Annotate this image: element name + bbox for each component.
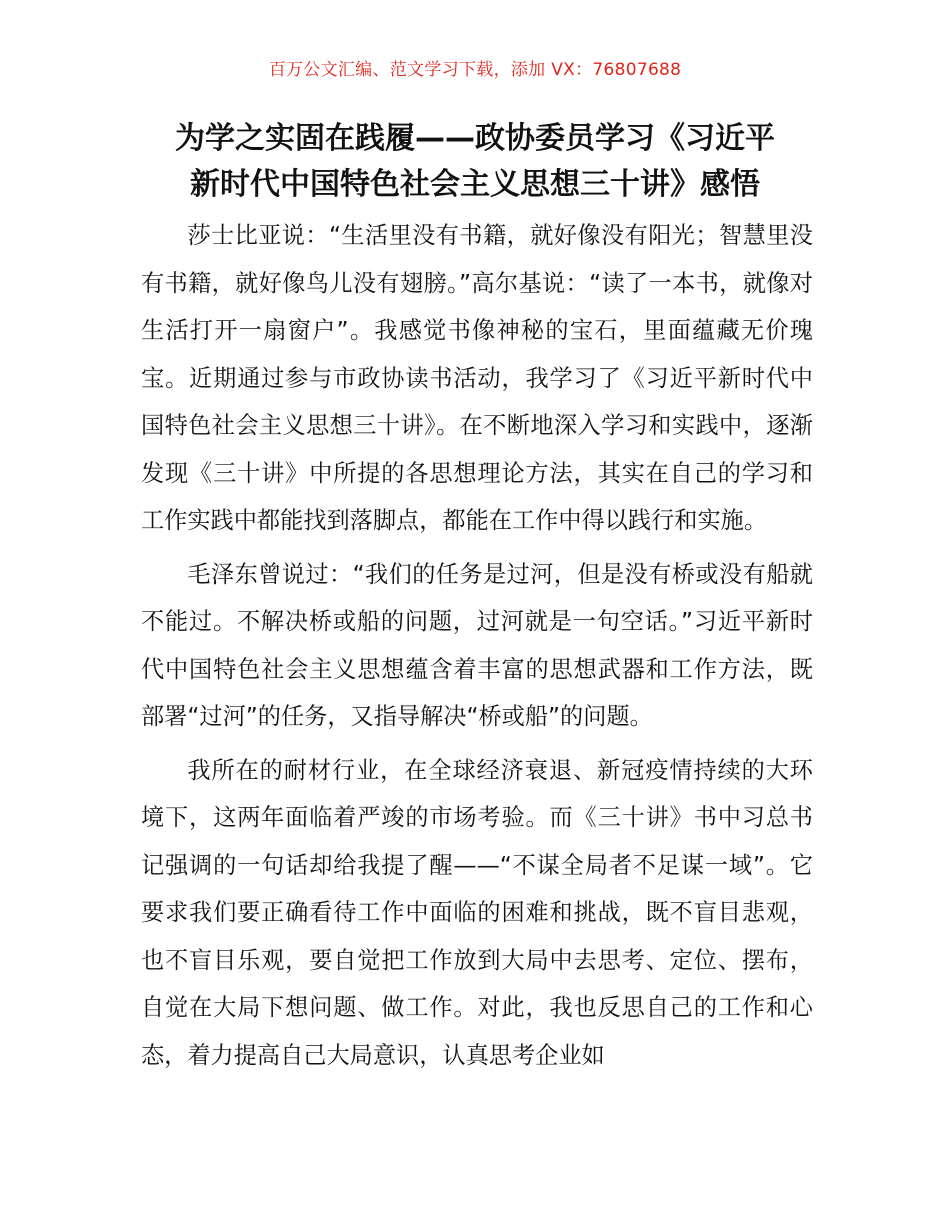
paragraph-2: 毛泽东曾说过：“我们的任务是过河，但是没有桥或没有船就不能过。不解决桥或船的问题，过河就是一句空话。”习近平新时代中国特色社会主义思想蕴含着丰富的思想武器和工作方法，既部署“过河”的任务，又指导解决“桥或船”的问题。 <box>141 560 813 730</box>
title-line-2: 新时代中国特色社会主义思想三十讲》感悟 <box>190 167 760 202</box>
paragraph-3: 我所在的耐材行业，在全球经济衰退、新冠疫情持续的大环境下，这两年面临着严竣的市场考验。而《三十讲》书中习总书记强调的一句话却给我提了醒——“不谋全局者不足谋一域”。它要求我们要正确看待工作中面临的困难和挑战，既不盲目悲观，也不盲目乐观，要自觉把工作放到大局中去思考、定位、摆布，自觉在大局下想问题、做工作。对此，我也反思自己的工作和心态，着力提高自己大局意识，认真思考企业如 <box>141 756 813 1069</box>
document-body <box>141 212 813 1085</box>
title-line-1: 为学之实固在践履——政协委员学习《习近平 <box>175 121 775 156</box>
document-title <box>130 116 820 208</box>
header-promo-note: 百万公文汇编、范文学习下载，添加 VX：76807688 <box>268 60 682 80</box>
paragraph-1: 莎士比亚说：“生活里没有书籍，就好像没有阳光；智慧里没有书籍，就好像鸟儿没有翅膀。”高尔基说：“读了一本书，就像对生活打开一扇窗户”。我感觉书像神秘的宝石，里面蕴藏无价瑰宝。近期通过参与市政协读书活动，我学习了《习近平新时代中国特色社会主义思想三十讲》。在不断地深入学习和实践中，逐渐发现《三十讲》中所提的各思想理论方法，其实在自己的学习和工作实践中都能找到落脚点，都能在工作中得以践行和实施。 <box>141 222 813 534</box>
